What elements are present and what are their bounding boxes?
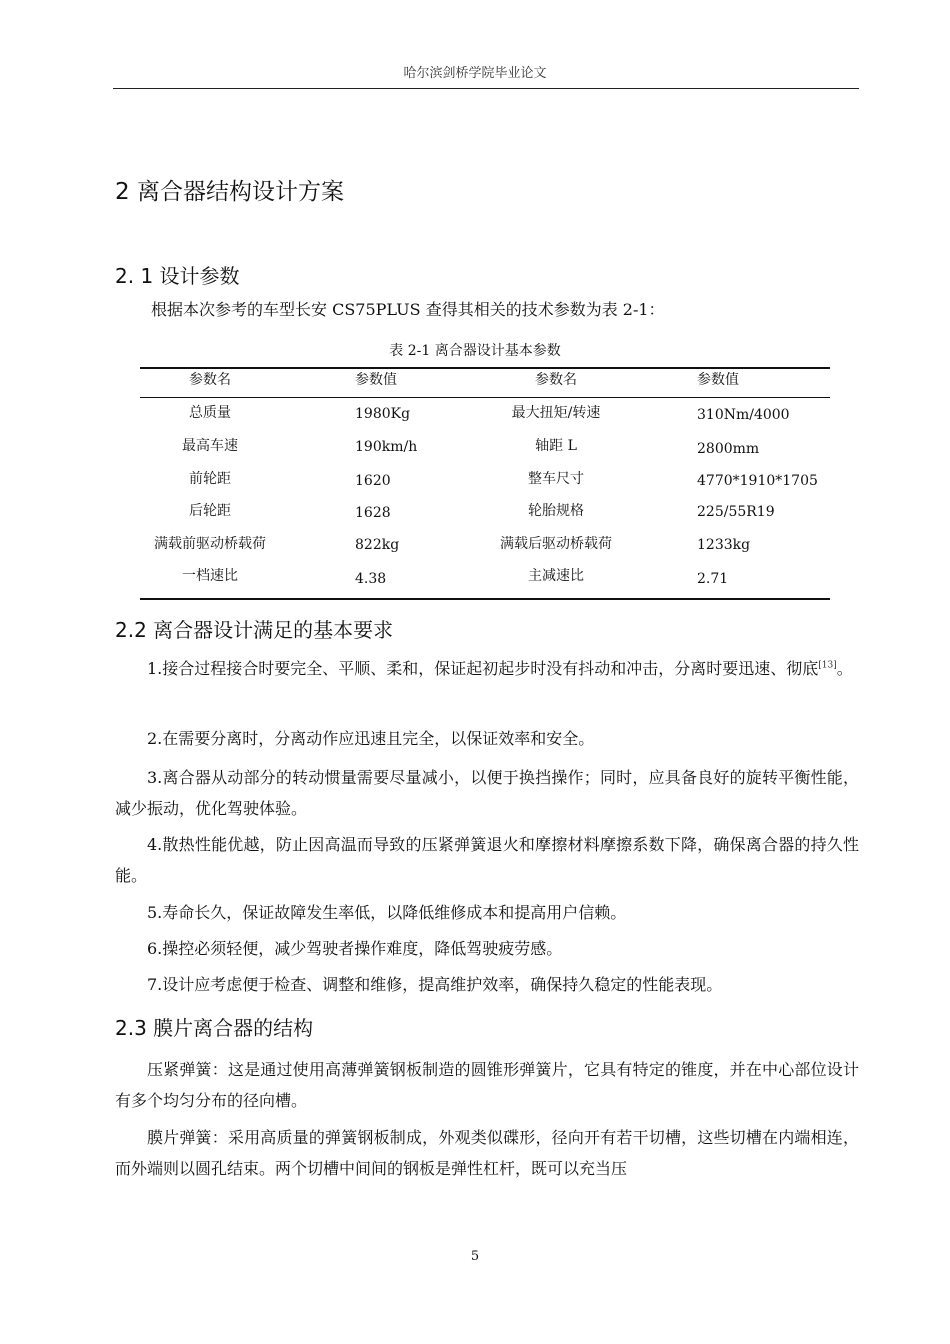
requirement-item: 5.寿命长久，保证故障发生率低，以降低维修成本和提高用户信赖。 <box>147 903 627 922</box>
table-header-cell: 参数名 <box>535 372 577 388</box>
table-cell: 一档速比 <box>182 568 238 584</box>
table-cell: 1620 <box>355 473 391 489</box>
table-cell: 整车尺寸 <box>528 471 584 487</box>
table-cell: 主减速比 <box>528 568 584 584</box>
requirement-item: 3.离合器从动部分的转动惯量需要尽量减小，以便于换挡操作；同时，应具备良好的旋转平衡性能，减少振动，优化驾驶体验。 <box>115 768 859 818</box>
body-paragraph: 膜片弹簧：采用高质量的弹簧钢板制成，外观类似碟形，径向开有若干切槽，这些切槽在内端相连，而外端则以圆孔结束。两个切槽中间间的钢板是弹性杠杆，既可以充当压 <box>115 1128 859 1178</box>
requirement-item: 4.散热性能优越，防止因高温而导致的压紧弹簧退火和摩擦材料摩擦系数下降，确保离合器的持久性能。 <box>115 835 859 885</box>
table-header-cell: 参数值 <box>355 372 397 388</box>
table-cell: 4.38 <box>355 571 387 587</box>
section-2-1-intro: 根据本次参考的车型长安 CS75PLUS 查得其相关的技术参数为表 2-1： <box>151 300 665 319</box>
chapter-title: 2 离合器结构设计方案 <box>115 179 344 205</box>
section-2-3-title: 2.3 膜片离合器的结构 <box>115 1016 314 1040</box>
table-cell: 1233kg <box>697 537 751 553</box>
table-cell: 最高车速 <box>182 438 238 454</box>
table-cell: 2800mm <box>697 441 760 457</box>
table-cell: 225/55R19 <box>697 504 775 520</box>
table-header-cell: 参数值 <box>697 372 739 388</box>
table-cell: 轮胎规格 <box>528 503 584 519</box>
table-cell: 满载后驱动桥载荷 <box>500 536 612 552</box>
table-cell: 1980Kg <box>355 406 411 422</box>
table-bottom-rule <box>140 598 830 600</box>
requirement-end: 。 <box>836 659 853 678</box>
requirement-item: 2.在需要分离时，分离动作应迅速且完全，以保证效率和安全。 <box>147 729 595 748</box>
table-cell: 满载前驱动桥载荷 <box>154 536 266 552</box>
table-cell: 822kg <box>355 537 400 553</box>
table-cell: 4770*1910*1705 <box>697 473 818 489</box>
table-top-rule <box>140 367 830 369</box>
table-cell: 2.71 <box>697 571 729 587</box>
requirement-item: 7.设计应考虑便于检查、调整和维修，提高维护效率，确保持久稳定的性能表现。 <box>147 975 723 994</box>
requirement-item <box>115 653 859 684</box>
table-cell: 310Nm/4000 <box>697 407 790 423</box>
table-header-cell: 参数名 <box>189 372 231 388</box>
table-cell: 最大扭矩/转速 <box>511 405 601 421</box>
table-header-rule <box>140 397 830 398</box>
body-paragraph: 压紧弹簧：这是通过使用高薄弹簧钢板制造的圆锥形弹簧片，它具有特定的锥度，并在中心部位设计有多个均匀分布的径向槽。 <box>115 1060 859 1110</box>
table-cell: 后轮距 <box>189 503 231 519</box>
requirement-item: 6.操控必须轻便，减少驾驶者操作难度，降低驾驶疲劳感。 <box>147 939 563 958</box>
section-2-2-title: 2.2 离合器设计满足的基本要求 <box>115 618 394 642</box>
table-cell: 前轮距 <box>189 471 231 487</box>
page-number: 5 <box>470 1249 480 1264</box>
table-caption: 表 2-1 离合器设计基本参数 <box>389 343 561 359</box>
header-divider <box>113 88 859 89</box>
requirement-text: 1.接合过程接合时要完全、平顺、柔和，保证起初起步时没有抖动和冲击，分离时要迅速、彻底 <box>147 659 819 678</box>
running-header: 哈尔滨剑桥学院毕业论文 <box>403 66 547 81</box>
table-cell: 轴距 L <box>535 438 577 454</box>
section-2-1-title: 2. 1 设计参数 <box>115 264 240 288</box>
table-cell: 1628 <box>355 505 391 521</box>
citation-ref: [13] <box>818 660 837 671</box>
table-cell: 190km/h <box>355 439 418 455</box>
table-cell: 总质量 <box>189 405 231 421</box>
